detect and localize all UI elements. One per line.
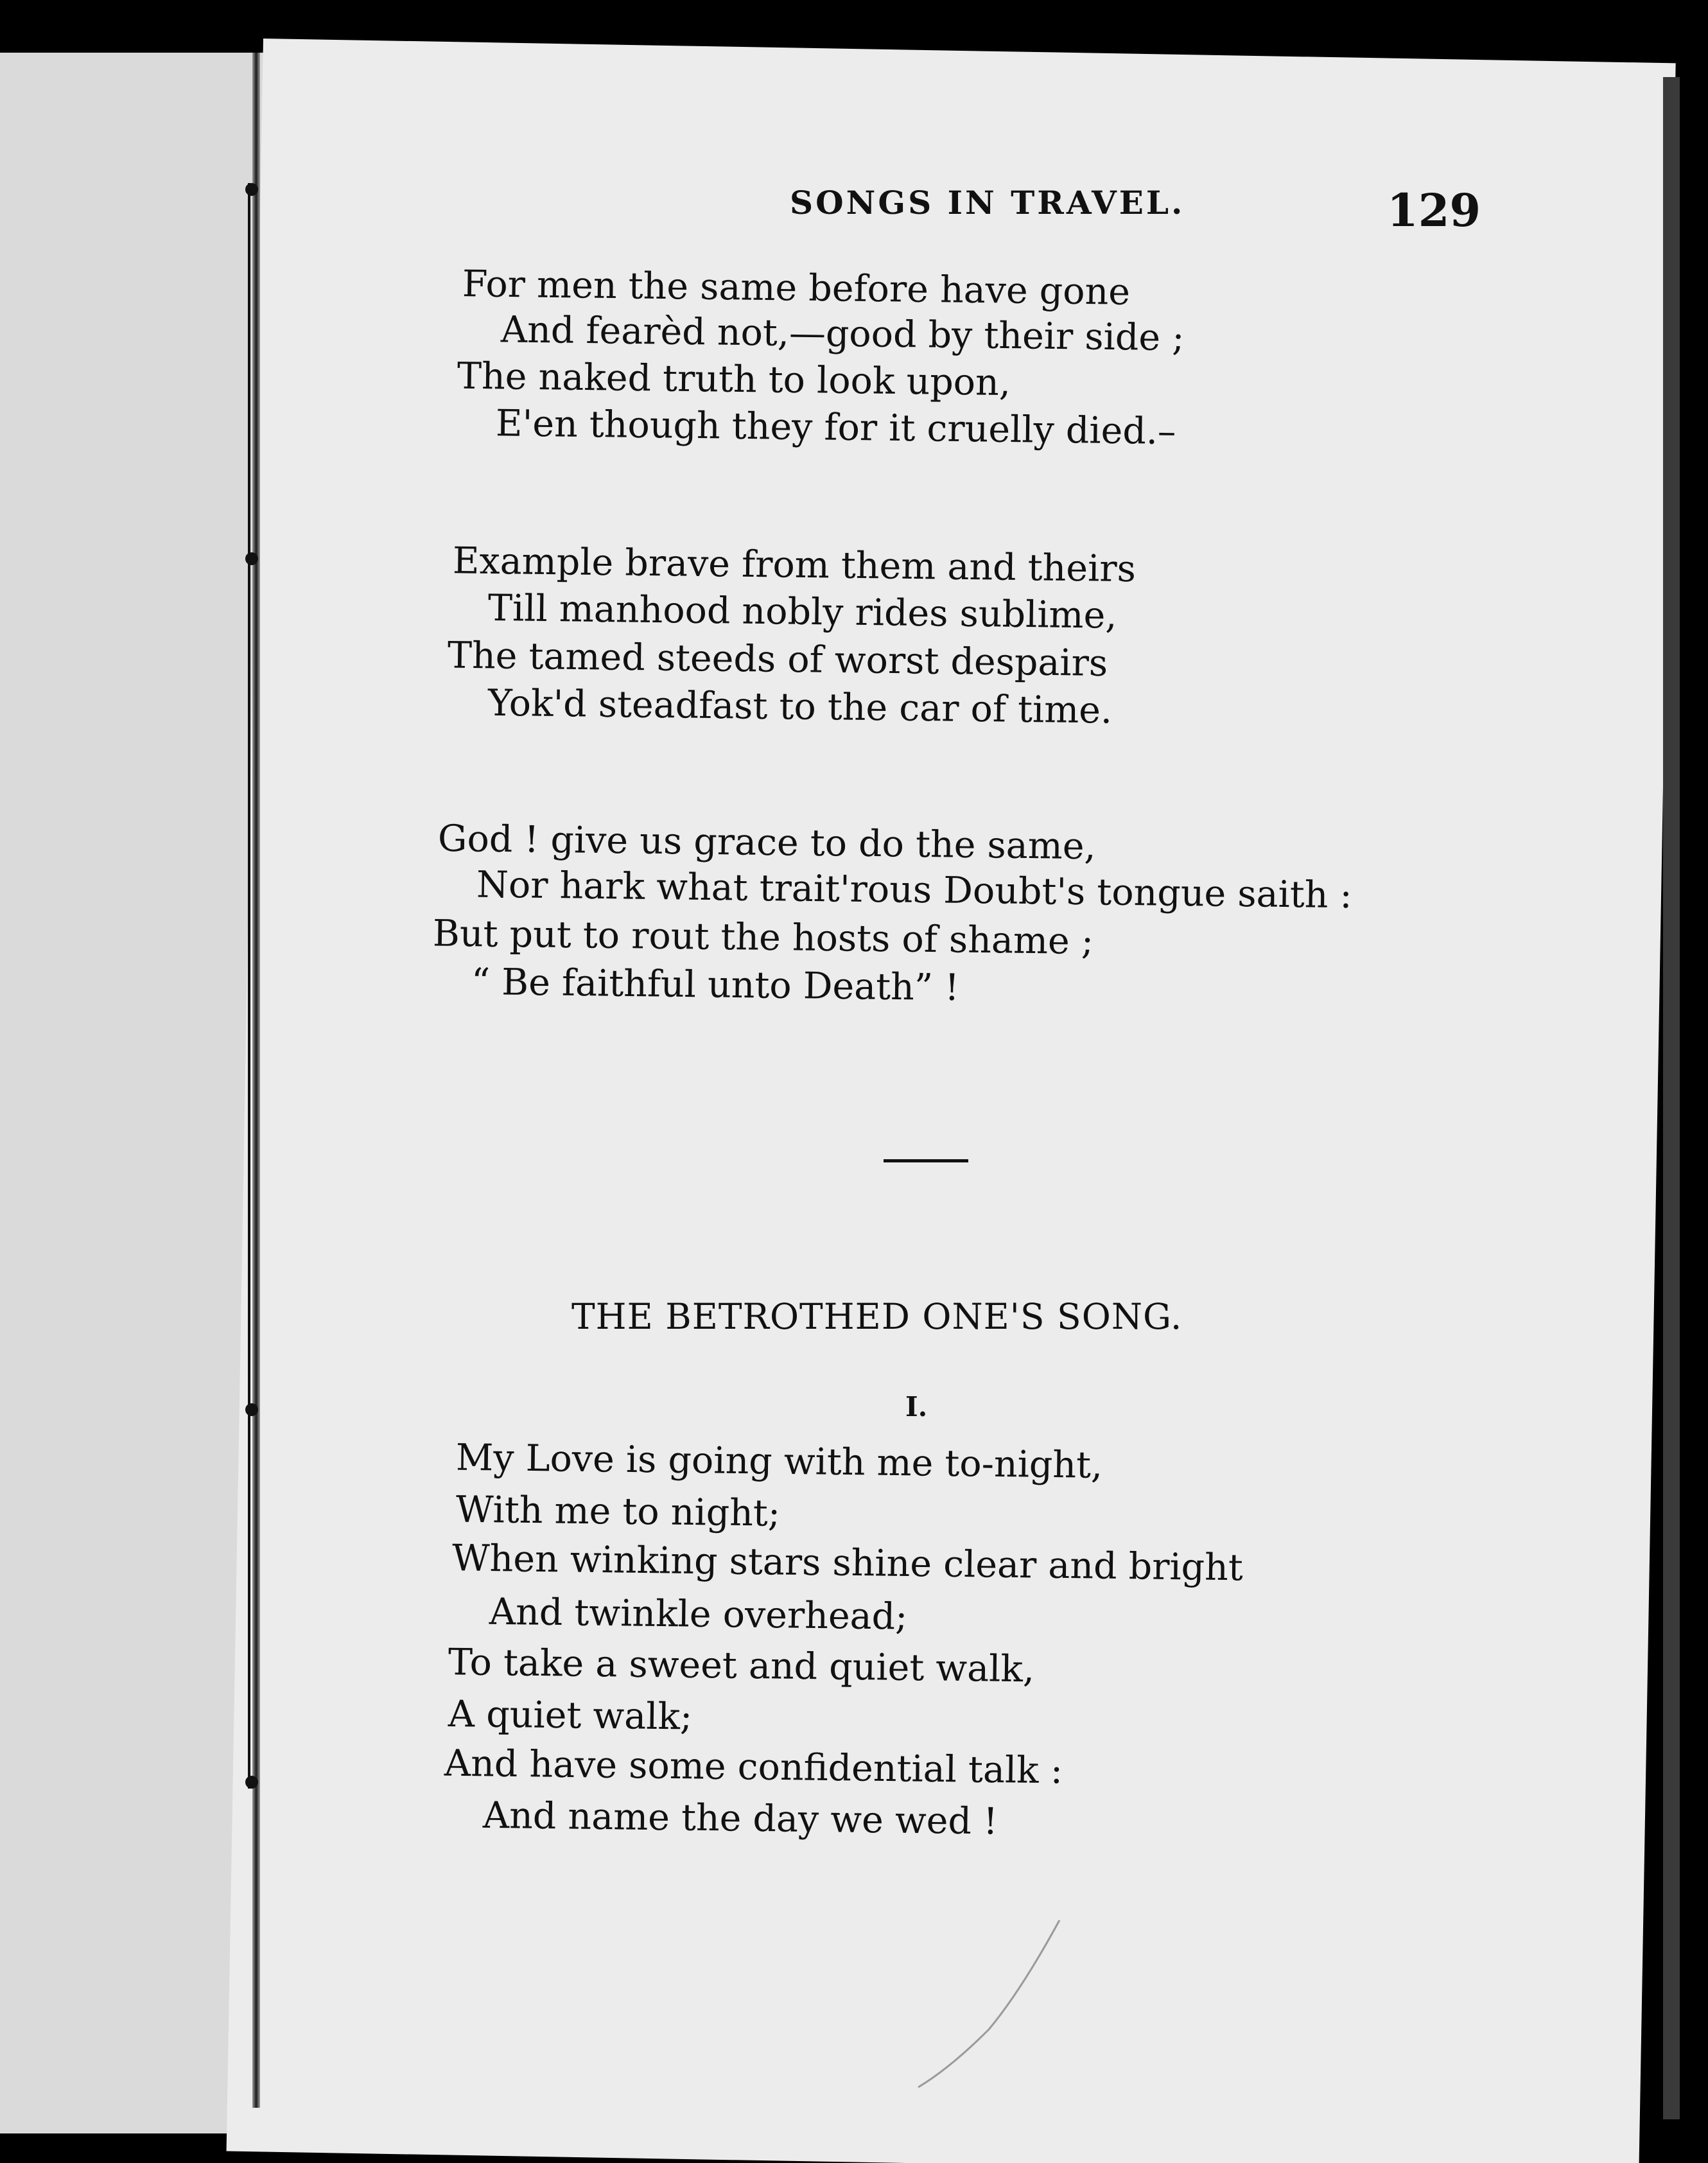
poem-line: Nor hark what trait'rous Doubt's tongue saith :: [476, 863, 1353, 917]
poem-line: For men the same before have gone: [462, 263, 1131, 313]
poem-title: THE BETROTHED ONE'S SONG.: [571, 1296, 1183, 1337]
poem-line: E'en though they for it cruelly died.–: [495, 402, 1176, 453]
poem-line: A quiet walk;: [448, 1692, 693, 1738]
poem-line: God ! give us grace to do the same,: [437, 817, 1097, 868]
poem-line: When winking stars shine clear and bright: [451, 1537, 1244, 1589]
section-divider: [884, 1159, 968, 1162]
poem-line: And twinkle overhead;: [489, 1590, 908, 1638]
poem-line: Till manhood nobly rides sublime,: [487, 586, 1117, 637]
poem-line: Example brave from them and theirs: [452, 539, 1137, 591]
poem-line: But put to rout the hosts of shame ;: [432, 912, 1094, 963]
page-number: 129: [1387, 184, 1481, 237]
poem-line: And have some confidential talk :: [444, 1742, 1063, 1792]
pencil-mark: [912, 1914, 1066, 2094]
poem-line: The tamed steeds of worst despairs: [447, 634, 1108, 685]
stanza-numeral: I.: [905, 1391, 928, 1423]
poem-line: “ Be faithful unto Death” !: [471, 960, 960, 1010]
poem-line: The naked truth to look upon,: [457, 355, 1011, 405]
poem-line: With me to night;: [455, 1488, 781, 1535]
poem-line: And name the day we wed !: [482, 1794, 998, 1843]
poem-line: And fearèd not,—good by their side ;: [500, 308, 1185, 360]
running-header: SONGS IN TRAVEL.: [790, 184, 1185, 222]
poem-line: My Love is going with me to-night,: [455, 1436, 1103, 1487]
poem-line: Yok'd steadfast to the car of time.: [487, 681, 1113, 732]
poem-line: To take a sweet and quiet walk,: [448, 1641, 1035, 1691]
